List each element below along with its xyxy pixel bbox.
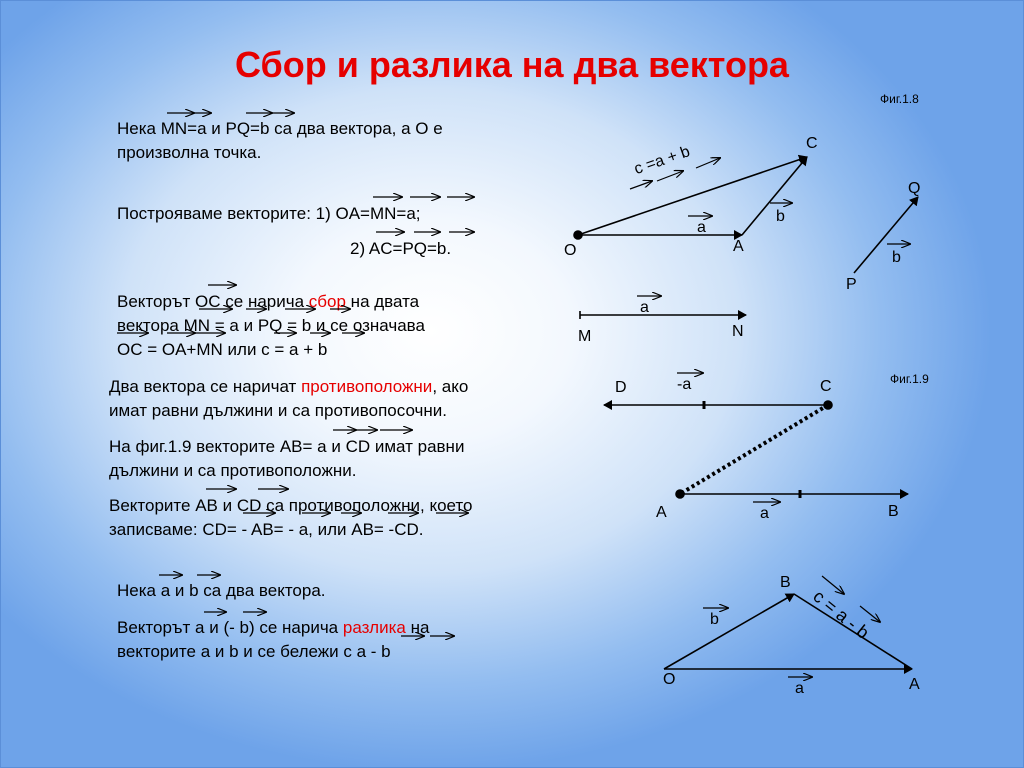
figure-label-1-8: Фиг.1.8: [880, 92, 919, 106]
diagram1-label-sum: c =a + b: [632, 143, 693, 179]
diagram2-label-neg-a: -a: [677, 376, 692, 393]
diagram1-label-A: A: [733, 238, 744, 255]
text-p6-line2: записваме: CD= - AB= - a, или AB= -CD.: [109, 520, 424, 539]
diagram2-label-a: a: [760, 505, 769, 522]
diagram3-label-a: a: [795, 680, 804, 697]
diagram3-label-B: B: [780, 574, 791, 591]
text-p6-line1: Векторите AB и CD са противоположни, което: [109, 496, 473, 515]
text-p2-line2: 2) AC=PQ=b.: [350, 239, 452, 258]
diagram3-label-A: A: [909, 676, 920, 693]
text-p1-line1: Нека MN=a и PQ=b са два вектора, а O е: [117, 119, 443, 138]
text-p8-line1: Векторът a и (- b) се нарича разлика на: [117, 618, 430, 637]
diagram2-label-A: A: [656, 504, 667, 521]
diagram1-label-O: O: [564, 242, 577, 259]
diagram2-label-B: B: [888, 503, 899, 520]
text-p4-line2: имат равни дължини и са противопосочни.: [109, 401, 447, 420]
diagram-mn-label-M: M: [578, 328, 592, 345]
text-p3-line1: Векторът OC се нарича сбор на двата: [117, 292, 420, 311]
diagram2-label-C: C: [820, 378, 832, 395]
text-p5-line1: На фиг.1.9 векторите AB= a и CD имат равни: [109, 437, 465, 456]
diagram3-label-diff: c = a - b: [809, 586, 873, 643]
text-p4-line1: Два вектора се наричат противоположни, ако: [109, 377, 469, 396]
diagram1-label-P: P: [846, 276, 857, 293]
diagram1-label-b: b: [776, 208, 785, 225]
text-p7-line1: Нека a и b са два вектора.: [117, 581, 326, 600]
text-p5-line2: дължини и са противоположни.: [109, 461, 357, 480]
diagram1-label-b2: b: [892, 249, 901, 266]
slide-title: Сбор и разлика на два вектора: [235, 44, 789, 85]
diagram-mn-label-a: a: [640, 299, 649, 316]
text-p1-line2: произволна точка.: [117, 143, 262, 162]
figure-label-1-9: Фиг.1.9: [890, 372, 929, 386]
text-p3-line3: OC = OA+MN или c = a + b: [117, 340, 328, 359]
diagram3-label-b: b: [710, 611, 719, 628]
diagram1-label-C: C: [806, 135, 818, 152]
diagram2-label-D: D: [615, 379, 627, 396]
diagram1-label-a: a: [697, 219, 706, 236]
diagram-mn-label-N: N: [732, 323, 744, 340]
diagram3-label-O: O: [663, 671, 676, 688]
diagram1-label-Q: Q: [908, 180, 921, 197]
text-p3-line2: вектора MN = a и PQ = b и се означава: [117, 316, 425, 335]
text-p8-line2: векторите a и b и се бележи с a - b: [117, 642, 391, 661]
text-p2-line1: Построяваме векторите: 1) OA=MN=a;: [117, 204, 421, 223]
